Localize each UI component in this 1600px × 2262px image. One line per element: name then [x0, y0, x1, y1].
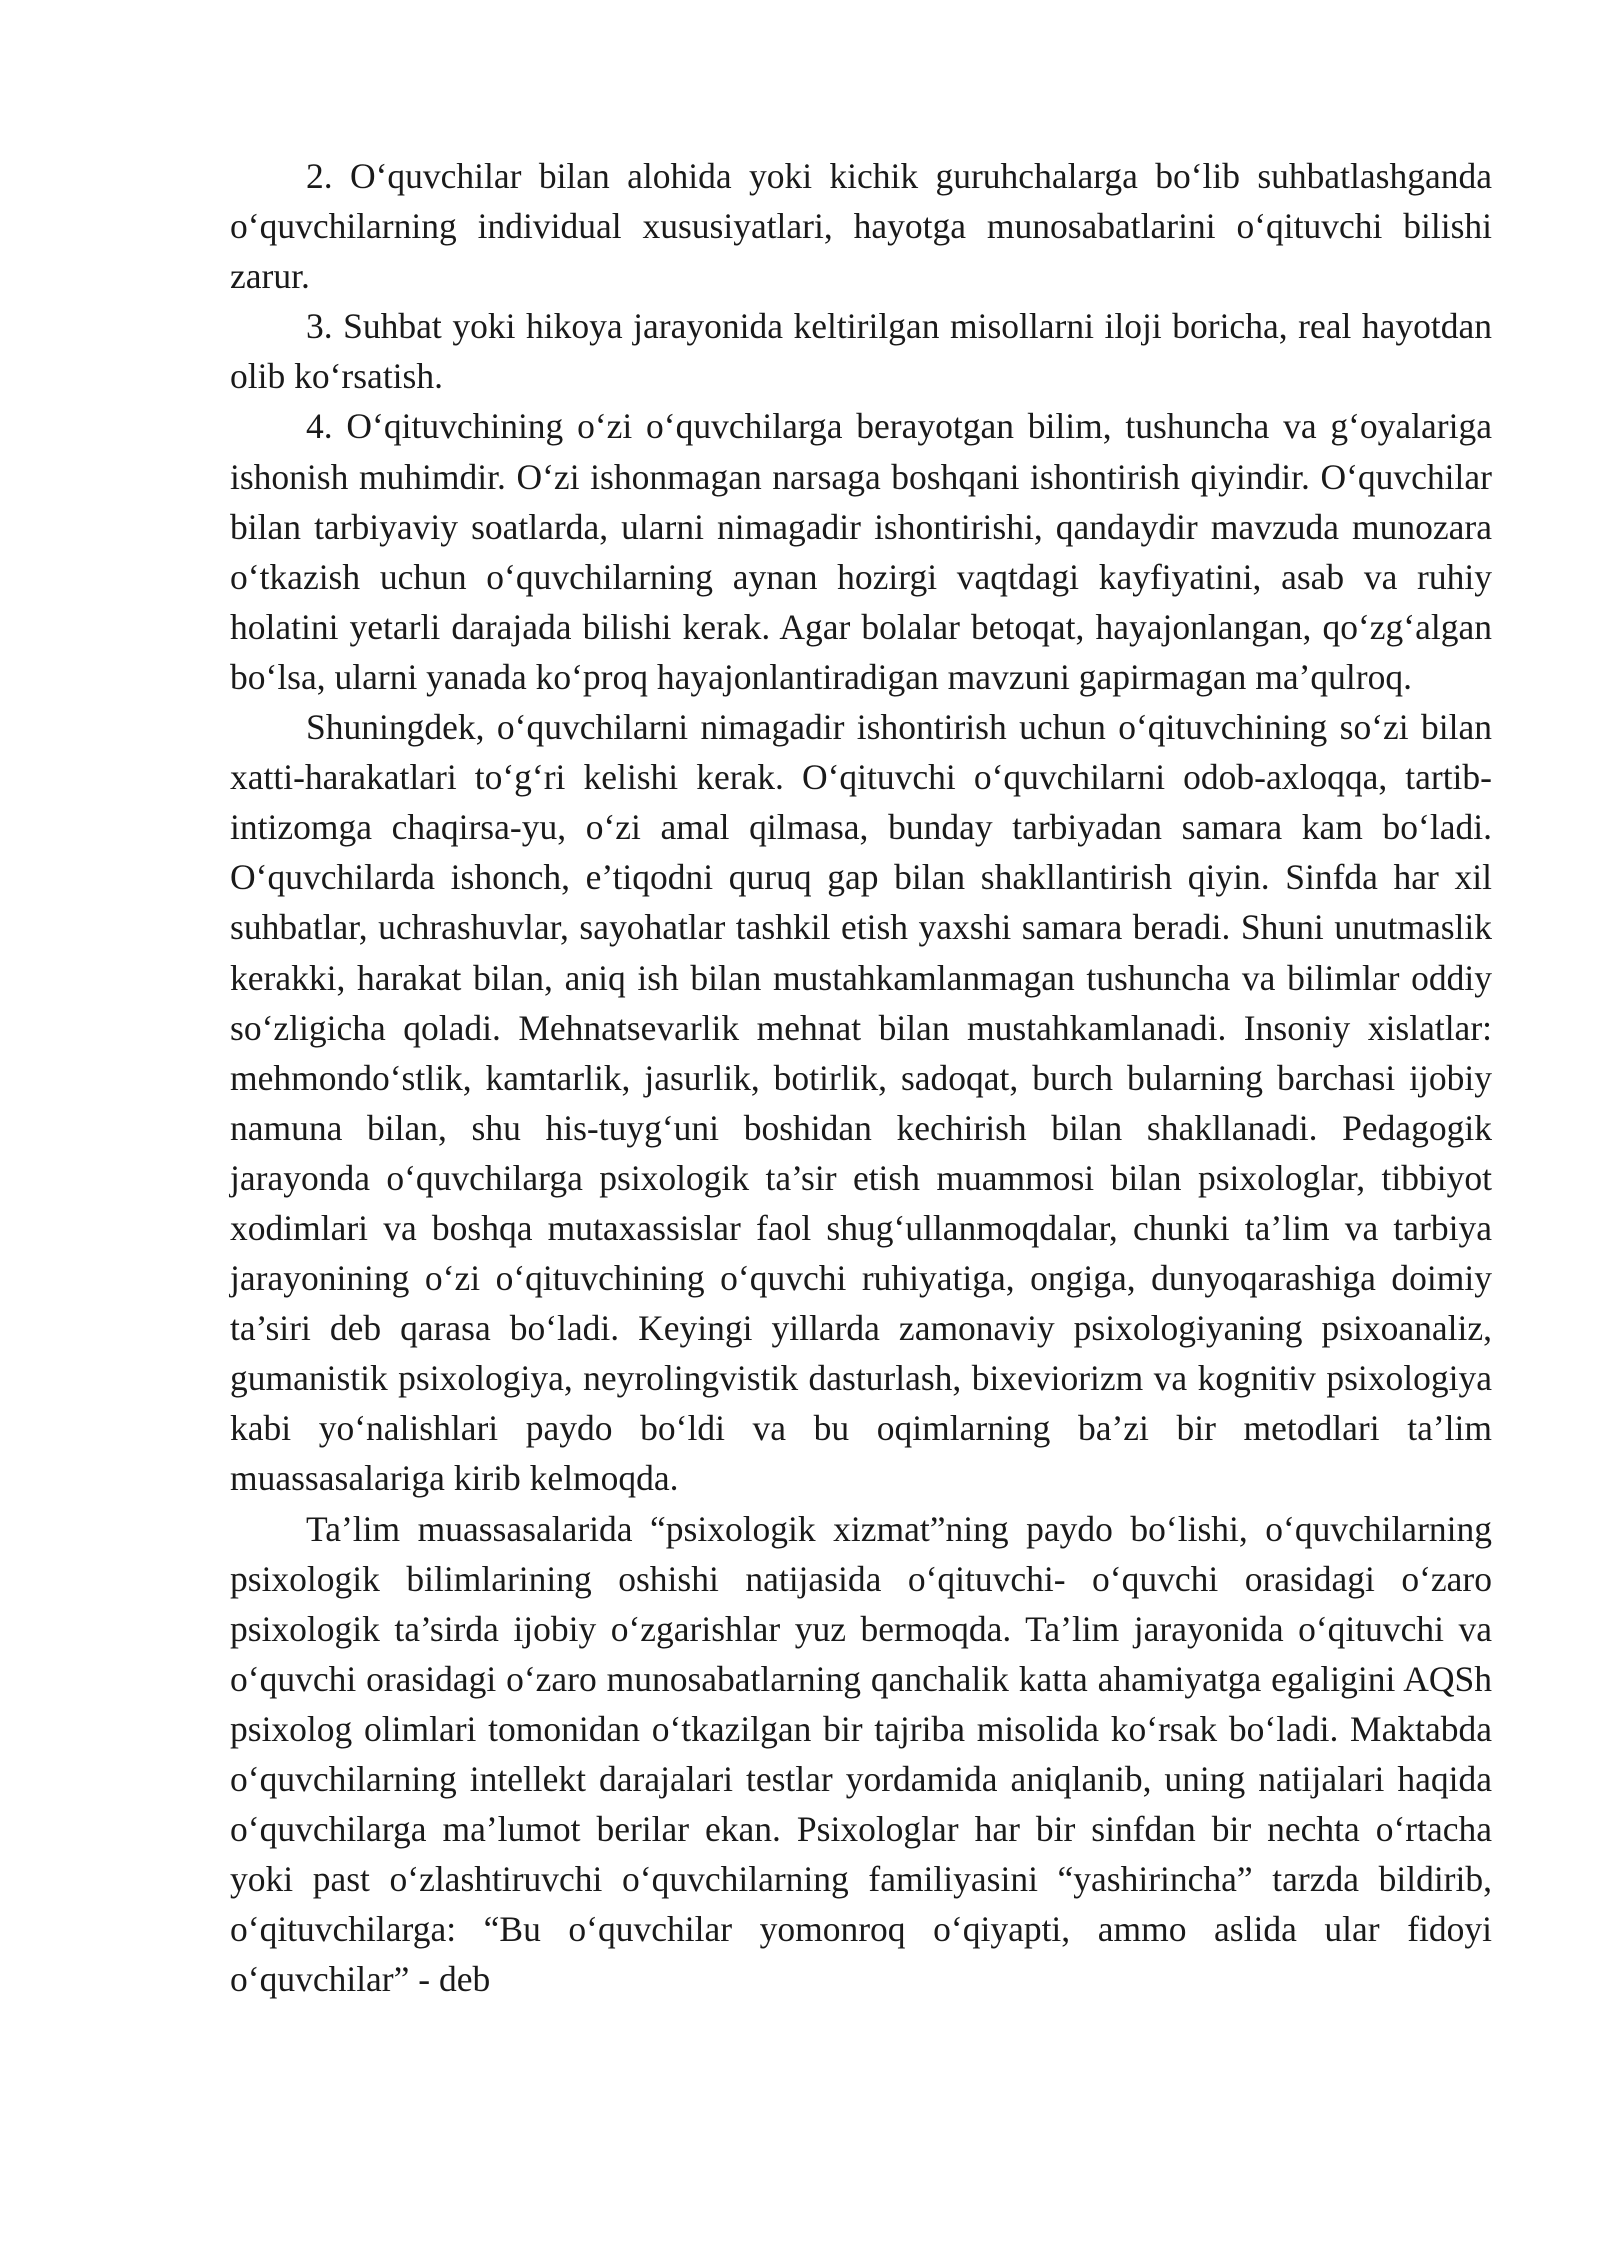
paragraph-shuningdek: Shuningdek, o‘quvchilarni nimagadir ishontirish uchun o‘qituvchining so‘zi bilan xatti-harakatlari to‘g‘ri kelishi kerak. O‘qituvchi o‘quvchilarni odob-axloqqa, tartib-intizomga chaqirsa-yu, o‘zi amal qilmasa, bunday tarbiyadan samara kam bo‘ladi. O‘quvchilarda ishonch, e’tiqodni quruq gap bilan shakllantirish qiyin. Sinfda har xil suhbatlar, uchrashuvlar, sayohatlar tashkil etish yaxshi samara beradi. Shuni unutmaslik kerakki, harakat bilan, aniq ish bilan mustahkamlanmagan tushuncha va bilimlar oddiy so‘zligicha qoladi. Mehnatsevarlik mehnat bilan mustahkamlanadi. Insoniy xislatlar: mehmondo‘stlik, kamtarlik, jasurlik, botirlik, sadoqat, burch bularning barchasi ijobiy namuna bilan, shu his-tuyg‘uni boshidan kechirish bilan shakllanadi. Pedagogik jarayonda o‘quvchilarga psixologik ta’sir etish muammosi bilan psixologlar, tibbiyot xodimlari va boshqa mutaxassislar faol shug‘ullanmoqdalar, chunki ta’lim va tarbiya jarayonining o‘zi o‘qituvchining o‘quvchi ruhiyatiga, ongiga, dunyoqarashiga doimiy ta’siri deb qarasa bo‘ladi. Keyingi yillarda zamonaviy psixologiyaning psixoanaliz, gumanistik psixologiya, neyrolingvistik dasturlash, bixeviorizm va kognitiv psixologiya kabi yo‘nalishlari paydo bo‘ldi va bu oqimlarning ba’zi bir metodlari ta’lim muassasalariga kirib kelmoqda.	[230, 707, 1492, 1499]
paragraph-point-2: 2. O‘quvchilar bilan alohida yoki kichik guruhchalarga bo‘lib suhbatlashganda o‘quvchilarning individual xususiyatlari, hayotga munosabatlarini o‘qituvchi bilishi zarur.	[230, 156, 1492, 297]
paragraph-point-3: 3. Suhbat yoki hikoya jarayonida keltirilgan misollarni iloji boricha, real hayotdan olib ko‘rsatish.	[230, 306, 1492, 397]
paragraph-talim-muassasalarida: Ta’lim muassasalarida “psixologik xizmat”ning paydo bo‘lishi, o‘quvchilarning psixologik bilimlarining oshishi natijasida o‘qituvchi- o‘quvchi orasidagi o‘zaro psixologik ta’sirda ijobiy o‘zgarishlar yuz bermoqda. Ta’lim jarayonida o‘qituvchi va o‘quvchi orasidagi o‘zaro munosabatlarning qanchalik katta ahamiyatga egaligini AQSh psixolog olimlari tomonidan o‘tkazilgan bir tajriba misolida ko‘rsak bo‘ladi. Maktabda o‘quvchilarning intellekt darajalari testlar yordamida aniqlanib, uning natijalari haqida o‘quvchilarga ma’lumot berilar ekan. Psixologlar har bir sinfdan bir nechta o‘rtacha yoki past o‘zlashtiruvchi o‘quvchilarning familiyasini “yashirincha” tarzda bildirib, o‘qituvchilarga: “Bu o‘quvchilar yomonroq o‘qiyapti, ammo aslida ular fidoyi o‘quvchilar” - deb	[230, 1508, 1492, 2000]
paragraph-point-4: 4. O‘qituvchining o‘zi o‘quvchilarga berayotgan bilim, tushuncha va g‘oyalariga ishonish muhimdir. O‘zi ishonmagan narsaga boshqani ishontirish qiyindir. O‘quvchilar bilan tarbiyaviy soatlarda, ularni nimagadir ishontirishi, qandaydir mavzuda munozara o‘tkazish uchun o‘quvchilarning aynan hozirgi vaqtdagi kayfiyatini, asab va ruhiy holatini yetarli darajada bilishi kerak. Agar bolalar betoqat, hayajonlangan, qo‘zg‘algan bo‘lsa, ularni yanada ko‘proq hayajonlantiradigan mavzuni gapirmagan ma’qulroq.	[230, 406, 1492, 697]
body-text	[230, 151, 1492, 2004]
